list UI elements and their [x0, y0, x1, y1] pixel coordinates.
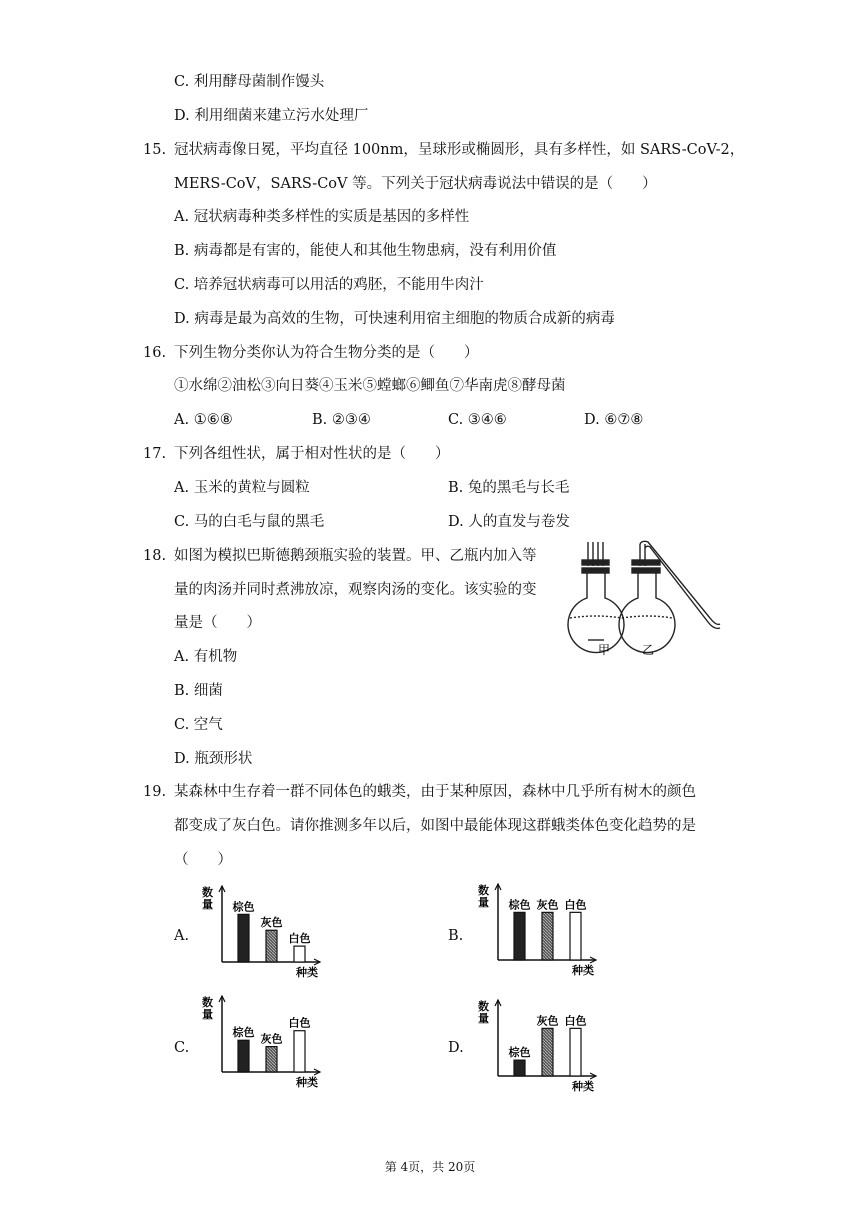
y-axis-label: 数量	[202, 996, 213, 1021]
q18-stem-line1: 如图为模拟巴斯德鹅颈瓶实验的装置。甲、乙瓶内加入等	[174, 548, 537, 564]
moth-color-chart-c	[200, 990, 340, 1088]
bar-白色	[570, 1028, 581, 1076]
label-jia: 甲	[597, 643, 611, 656]
flask-yi	[619, 541, 720, 652]
q16-option-a: A. ①⑥⑧	[174, 412, 233, 428]
bar-label: 棕色	[232, 1026, 255, 1040]
q18-option-b: B. 细菌	[174, 683, 223, 699]
q17-option-b: B. 兔的黑毛与长毛	[448, 480, 570, 496]
bar-label: 灰色	[260, 916, 283, 930]
x-axis-label: 种类	[296, 966, 318, 978]
bar-棕色	[514, 912, 525, 960]
question-number: 18.	[143, 548, 167, 564]
q15-option-c: C. 培养冠状病毒可以用活的鸡胚，不能用牛肉汁	[174, 277, 484, 293]
q18-stem-line2: 量的肉汤并同时煮沸放凉，观察肉汤的变化。该实验的变	[174, 582, 537, 598]
label-yi: 乙	[641, 643, 655, 656]
q14-option-c: C. 利用酵母菌制作馒头	[174, 74, 325, 90]
q19-stem-line3: （ ）	[174, 852, 232, 868]
q16-option-c: C. ③④⑥	[448, 412, 507, 428]
bar-label: 白色	[564, 1014, 587, 1028]
question-number: 17.	[143, 446, 167, 462]
q18-stem-line3: 量是（ ）	[174, 615, 261, 631]
bar-棕色	[238, 914, 249, 962]
bar-灰色	[542, 912, 553, 960]
chart-option-label: A.	[174, 928, 190, 944]
page-footer: 第 4页，共 20页	[384, 1160, 476, 1174]
q17-option-c: C. 马的白毛与鼠的黑毛	[174, 514, 325, 530]
chart-option-label: C.	[174, 1040, 190, 1056]
q16-stem: 下列生物分类你认为符合生物分类的是（ ）	[174, 345, 479, 361]
q15-option-d: D. 病毒是最为高效的生物，可快速利用宿主细胞的物质合成新的病毒	[174, 311, 615, 327]
question-number: 15.	[143, 142, 167, 158]
q16-organism-list: ①水绵②油松③向日葵④玉米⑤螳螂⑥鲫鱼⑦华南虎⑧酵母菌	[174, 378, 566, 394]
bar-棕色	[514, 1060, 525, 1076]
x-axis-label: 种类	[572, 964, 594, 976]
flask-jia	[568, 542, 624, 653]
bar-白色	[570, 912, 581, 960]
x-axis-label: 种类	[296, 1076, 318, 1088]
bar-label: 棕色	[232, 900, 255, 914]
bar-棕色	[238, 1040, 249, 1072]
q17-option-d: D. 人的直发与卷发	[448, 514, 570, 530]
q15-stem-line1: 冠状病毒像日冕，平均直径 100nm，呈球形或椭圆形，具有多样性，如 SARS-CoV-2，	[174, 142, 745, 158]
bar-label: 棕色	[508, 1046, 531, 1060]
q16-option-d: D. ⑥⑦⑧	[584, 412, 644, 428]
question-number: 16.	[143, 345, 167, 361]
bar-白色	[294, 946, 305, 962]
q15-option-b: B. 病毒都是有害的，能使人和其他生物患病，没有利用价值	[174, 243, 557, 259]
y-axis-label: 数量	[202, 886, 213, 911]
bar-label: 灰色	[260, 1032, 283, 1046]
x-axis-label: 种类	[572, 1080, 594, 1092]
bar-白色	[294, 1031, 305, 1072]
question-number: 19.	[143, 784, 167, 800]
q18-option-d: D. 瓶颈形状	[174, 751, 253, 767]
bar-灰色	[266, 1047, 277, 1072]
q18-option-a: A. 有机物	[174, 649, 238, 665]
q17-stem: 下列各组性状，属于相对性状的是（ ）	[174, 446, 450, 462]
bar-label: 灰色	[536, 898, 559, 912]
moth-color-chart-a	[200, 880, 340, 978]
swan-neck-flask-figure	[560, 540, 722, 656]
q17-option-a: A. 玉米的黄粒与圆粒	[174, 480, 310, 496]
bar-label: 棕色	[508, 898, 531, 912]
bar-label: 白色	[288, 1016, 311, 1030]
q14-option-d: D. 利用细菌来建立污水处理厂	[174, 108, 369, 124]
chart-option-label: D.	[448, 1040, 464, 1056]
q15-option-a: A. 冠状病毒种类多样性的实质是基因的多样性	[174, 209, 470, 225]
bar-灰色	[542, 1028, 553, 1076]
bar-灰色	[266, 930, 277, 962]
bar-label: 灰色	[536, 1014, 559, 1028]
moth-color-chart-d	[476, 994, 616, 1092]
y-axis-label: 数量	[478, 884, 489, 909]
q15-stem-line2: MERS-CoV，SARS-CoV 等。下列关于冠状病毒说法中错误的是（ ）	[174, 176, 657, 192]
bar-label: 白色	[288, 932, 311, 946]
chart-option-label: B.	[448, 928, 464, 944]
y-axis-label: 数量	[478, 1000, 489, 1025]
q19-stem-line2: 都变成了灰白色。请你推测多年以后，如图中最能体现这群蛾类体色变化趋势的是	[174, 818, 696, 834]
moth-color-chart-b	[476, 878, 616, 976]
q18-option-c: C. 空气	[174, 717, 223, 733]
q16-option-b: B. ②③④	[312, 412, 371, 428]
q19-stem-line1: 某森林中生存着一群不同体色的蛾类，由于某种原因，森林中几乎所有树木的颜色	[174, 784, 696, 800]
bar-label: 白色	[564, 898, 587, 912]
